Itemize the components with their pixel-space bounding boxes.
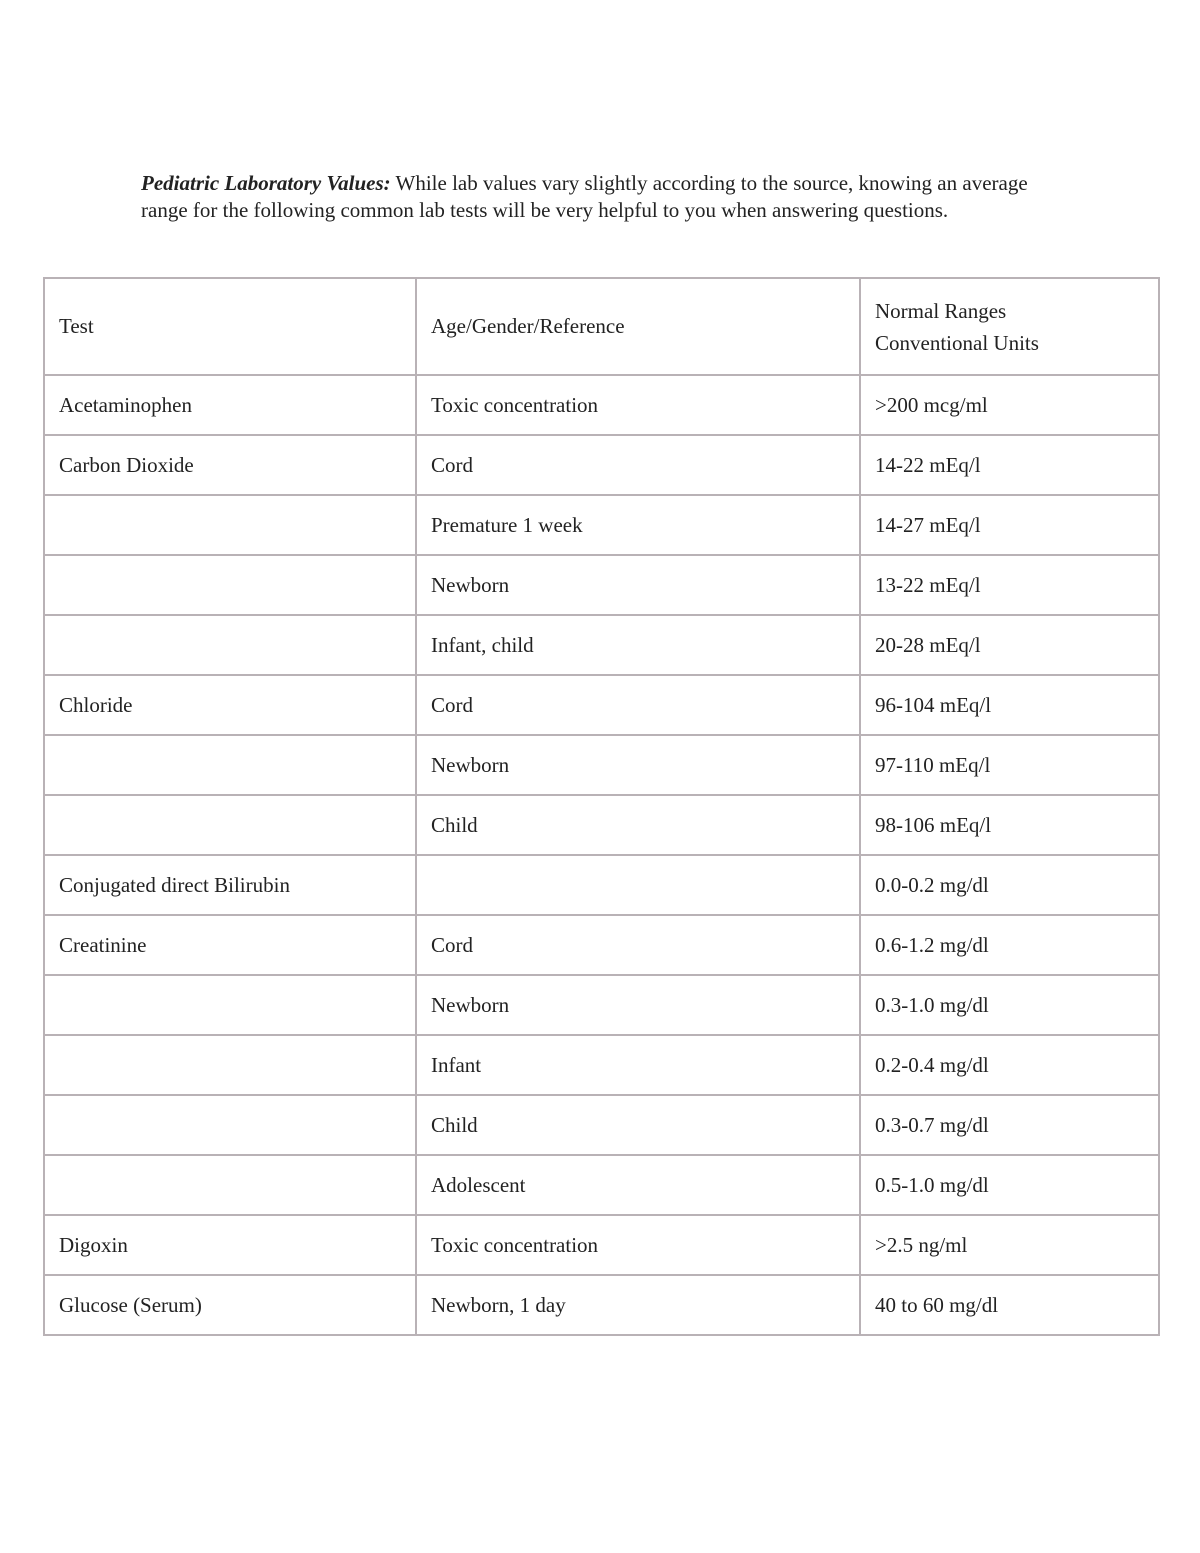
cell-normal-range: 96-104 mEq/l — [860, 675, 1159, 735]
cell-test — [44, 1155, 416, 1215]
cell-age-gender-reference: Newborn — [416, 975, 860, 1035]
cell-age-gender-reference: Newborn — [416, 735, 860, 795]
table-row — [44, 915, 1159, 975]
cell-age-gender-reference: Toxic concentration — [416, 375, 860, 435]
cell-normal-range: 13-22 mEq/l — [860, 555, 1159, 615]
cell-normal-range: 0.3-0.7 mg/dl — [860, 1095, 1159, 1155]
cell-age-gender-reference: Infant, child — [416, 615, 860, 675]
table-row — [44, 495, 1159, 555]
intro-lead: Pediatric Laboratory Values: — [141, 171, 391, 195]
cell-normal-range: 97-110 mEq/l — [860, 735, 1159, 795]
cell-test: Carbon Dioxide — [44, 435, 416, 495]
cell-test: Conjugated direct Bilirubin — [44, 855, 416, 915]
cell-age-gender-reference: Adolescent — [416, 1155, 860, 1215]
cell-age-gender-reference: Premature 1 week — [416, 495, 860, 555]
cell-normal-range: 40 to 60 mg/dl — [860, 1275, 1159, 1335]
cell-age-gender-reference: Cord — [416, 435, 860, 495]
header-age-gender-reference: Age/Gender/Reference — [416, 278, 860, 375]
cell-test: Creatinine — [44, 915, 416, 975]
table-row — [44, 855, 1159, 915]
cell-test: Glucose (Serum) — [44, 1275, 416, 1335]
cell-test — [44, 975, 416, 1035]
cell-test — [44, 615, 416, 675]
cell-age-gender-reference: Newborn, 1 day — [416, 1275, 860, 1335]
cell-normal-range: >200 mcg/ml — [860, 375, 1159, 435]
cell-test: Chloride — [44, 675, 416, 735]
cell-test — [44, 555, 416, 615]
cell-normal-range: >2.5 ng/ml — [860, 1215, 1159, 1275]
header-range-line2: Conventional Units — [875, 330, 1039, 355]
cell-test — [44, 495, 416, 555]
cell-test — [44, 795, 416, 855]
table-row — [44, 795, 1159, 855]
cell-age-gender-reference: Toxic concentration — [416, 1215, 860, 1275]
cell-age-gender-reference: Cord — [416, 675, 860, 735]
cell-age-gender-reference: Child — [416, 1095, 860, 1155]
cell-test: Digoxin — [44, 1215, 416, 1275]
intro-paragraph — [141, 170, 1071, 224]
header-normal-ranges — [860, 278, 1159, 375]
intro-text: While lab values vary slightly according to the source, knowing an average range for the following common lab tests will be very helpful to you when answering questions. — [141, 171, 1028, 222]
table-row — [44, 435, 1159, 495]
cell-normal-range: 0.2-0.4 mg/dl — [860, 1035, 1159, 1095]
table-row — [44, 555, 1159, 615]
cell-normal-range: 20-28 mEq/l — [860, 615, 1159, 675]
cell-normal-range: 14-27 mEq/l — [860, 495, 1159, 555]
lab-values-body — [44, 278, 1159, 1335]
table-header-row — [44, 278, 1159, 375]
table-row — [44, 975, 1159, 1035]
header-range-line1: Normal Ranges — [875, 298, 1007, 323]
cell-test — [44, 1095, 416, 1155]
cell-normal-range: 0.6-1.2 mg/dl — [860, 915, 1159, 975]
header-test: Test — [44, 278, 416, 375]
cell-normal-range: 98-106 mEq/l — [860, 795, 1159, 855]
cell-normal-range: 0.5-1.0 mg/dl — [860, 1155, 1159, 1215]
cell-age-gender-reference: Cord — [416, 915, 860, 975]
table-row — [44, 1035, 1159, 1095]
cell-age-gender-reference: Infant — [416, 1035, 860, 1095]
table-row — [44, 615, 1159, 675]
cell-normal-range: 0.3-1.0 mg/dl — [860, 975, 1159, 1035]
cell-age-gender-reference — [416, 855, 860, 915]
table-row — [44, 675, 1159, 735]
table-row — [44, 1095, 1159, 1155]
table-row — [44, 375, 1159, 435]
table-row — [44, 1155, 1159, 1215]
cell-test: Acetaminophen — [44, 375, 416, 435]
cell-normal-range: 0.0-0.2 mg/dl — [860, 855, 1159, 915]
cell-test — [44, 1035, 416, 1095]
table-row — [44, 1275, 1159, 1335]
table-row — [44, 1215, 1159, 1275]
cell-age-gender-reference: Child — [416, 795, 860, 855]
table-row — [44, 735, 1159, 795]
lab-values-table — [43, 277, 1160, 1336]
cell-age-gender-reference: Newborn — [416, 555, 860, 615]
cell-normal-range: 14-22 mEq/l — [860, 435, 1159, 495]
cell-test — [44, 735, 416, 795]
